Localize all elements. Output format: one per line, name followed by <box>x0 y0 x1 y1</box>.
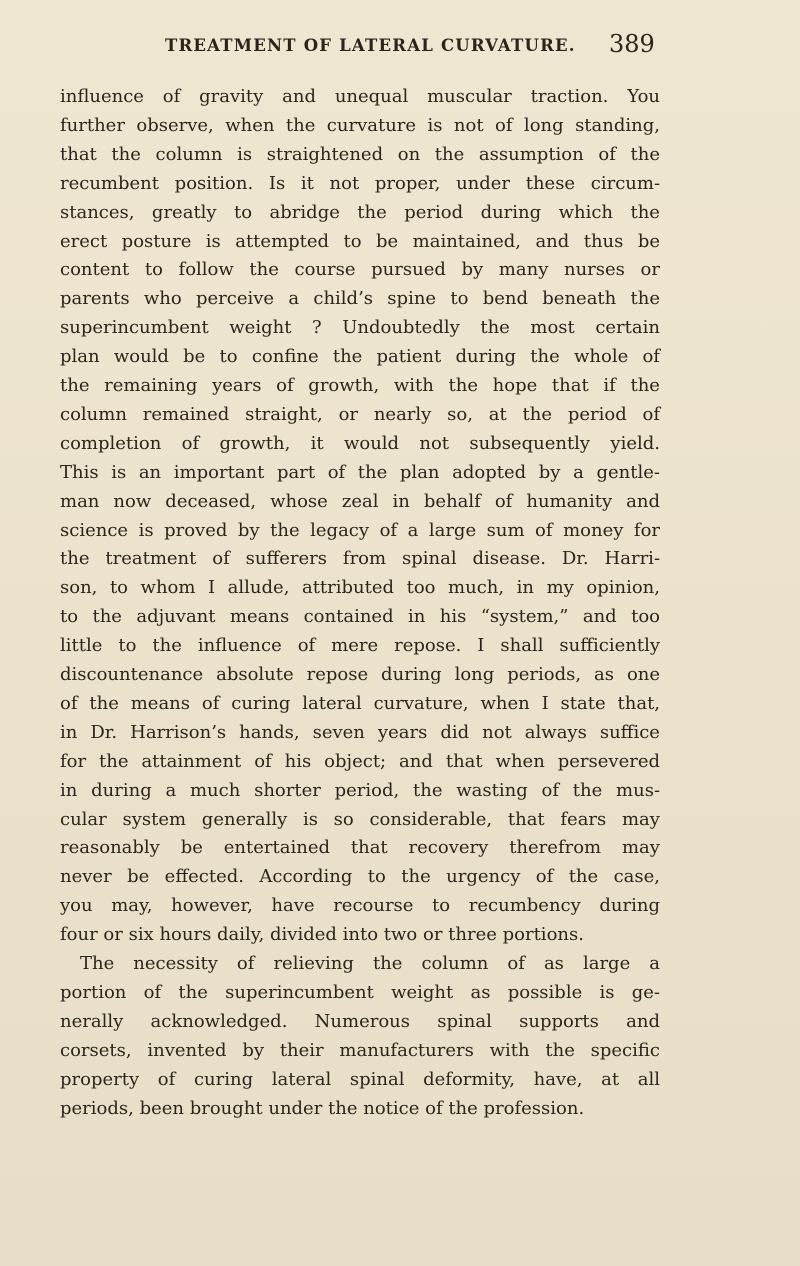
text-line: parents who perceive a child’s spine to bend beneath the <box>60 288 661 310</box>
text-line: plan would be to confine the patient during the whole of <box>60 346 660 368</box>
text-line: completion of growth, it would not subsequently yield. <box>60 432 660 454</box>
text-line: son, to whom I allude, attributed too much, in my opinion, <box>60 577 660 599</box>
text-line: column remained straight, or nearly so, at the period of <box>60 403 661 425</box>
text-line: portion of the superincumbent weight as possible is ge- <box>60 981 660 1003</box>
text-line: superincumbent weight ? Undoubtedly the most certain <box>60 317 660 339</box>
text-line: that the column is straightened on the assumption of the <box>60 143 660 165</box>
text-line: content to follow the course pursued by many nurses or <box>60 259 660 281</box>
text-line: science is proved by the legacy of a large sum of money for <box>60 519 661 541</box>
text-line: four or six hours daily, divided into two or three portions. <box>60 924 584 946</box>
text-line: the treatment of sufferers from spinal disease. Dr. Harri- <box>60 548 661 570</box>
text-line: cular system generally is so considerable, that fears may <box>60 808 660 830</box>
text-line: you may, however, have recourse to recumbency during <box>60 895 660 917</box>
text-line: never be effected. According to the urgency of the case, <box>60 866 661 888</box>
text-line: in Dr. Harrison’s hands, seven years did not always suffice <box>60 721 660 743</box>
text-line: property of curing lateral spinal deformity, have, at all <box>60 1068 660 1090</box>
text-line: of the means of curing lateral curvature, when I state that, <box>60 692 661 714</box>
running-title: TREATMENT OF LATERAL CURVATURE. <box>165 36 576 55</box>
text-line: further observe, when the curvature is not of long standing, <box>60 114 660 136</box>
text-line: periods, been brought under the notice of the profession. <box>60 1097 585 1119</box>
text-line: for the attainment of his object; and that when persevered <box>60 750 661 772</box>
text-line: nerally acknowledged. Numerous spinal supports and <box>60 1010 660 1032</box>
text-line: recumbent position. Is it not proper, under these circum- <box>60 172 661 194</box>
text-line: to the adjuvant means contained in his “system,” and too <box>60 606 661 628</box>
text-line: the remaining years of growth, with the hope that if the <box>60 375 660 396</box>
text-line: influence of gravity and unequal muscular traction. You <box>60 86 660 107</box>
text-line: erect posture is attempted to be maintained, and thus be <box>60 230 661 252</box>
text-line: corsets, invented by their manufacturers with the specific <box>60 1039 660 1061</box>
text-line: discountenance absolute repose during long periods, as one <box>60 664 661 685</box>
text-line: stances, greatly to abridge the period during which the <box>60 201 660 223</box>
text-line: in during a much shorter period, the wasting of the mus- <box>60 779 661 801</box>
text-line: The necessity of relieving the column of as large a <box>80 953 660 974</box>
text-line: reasonably be entertained that recovery therefrom may <box>60 837 660 859</box>
text-line: This is an important part of the plan adopted by a gentle- <box>60 461 660 483</box>
text-line: man now deceased, whose zeal in behalf of humanity and <box>60 490 660 512</box>
text-line: little to the influence of mere repose. I shall sufficiently <box>60 635 661 657</box>
page-number: 389 <box>609 30 655 58</box>
